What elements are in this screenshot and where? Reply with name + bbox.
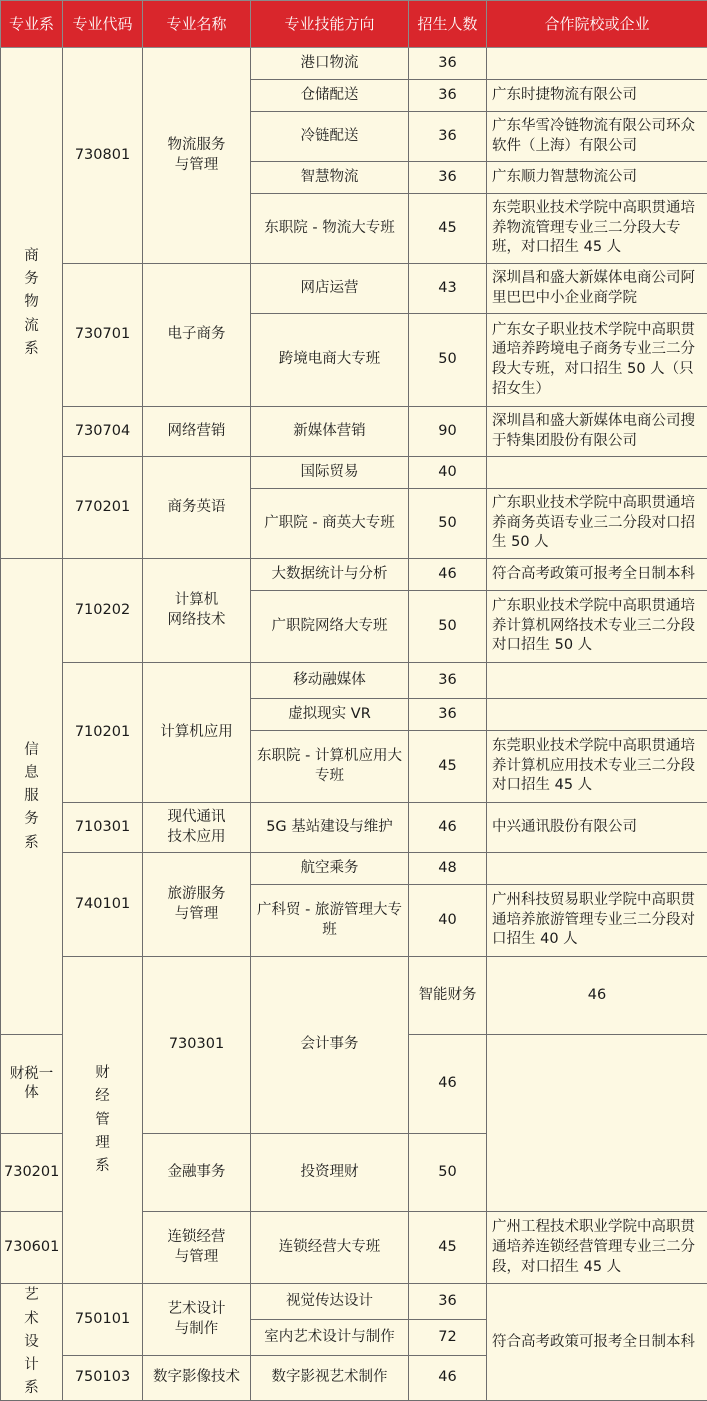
direction-cell: 视觉传达设计 [251,1284,409,1320]
direction-cell: 智慧物流 [251,162,409,194]
table-row [1,663,707,699]
partner-cell: 东莞职业技术学院中高职贯通培养计算机应用技术专业三二分段对口招生 45 人 [487,731,707,803]
partner-cell [487,457,707,489]
major-name-cell: 计算机 网络技术 [143,559,251,663]
count-cell: 36 [409,80,487,112]
major-name-cell: 数字影像技术 [143,1356,251,1401]
table-row [1,559,707,591]
count-cell: 50 [409,489,487,559]
count-cell: 40 [409,457,487,489]
partner-cell [487,663,707,699]
department-cell: 信息服务系 [1,559,63,1035]
count-cell: 50 [409,1133,487,1211]
major-name-cell: 电子商务 [143,264,251,407]
count-cell: 45 [409,194,487,264]
direction-cell: 冷链配送 [251,112,409,162]
major-code-cell: 770201 [63,457,143,559]
partner-cell: 广东职业技术学院中高职贯通培养计算机网络技术专业三二分段对口招生 50 人 [487,591,707,663]
table-row [1,803,707,853]
partner-cell: 广东顺力智慧物流公司 [487,162,707,194]
partner-cell [487,699,707,731]
partner-cell: 广东女子职业技术学院中高职贯通培养跨境电子商务专业三二分段大专班，对口招生 50 人（只招女生） [487,314,707,407]
major-name-cell: 物流服务 与管理 [143,48,251,264]
major-name-cell: 旅游服务 与管理 [143,853,251,957]
header-row [1,1,707,48]
partner-cell: 广州工程技术职业学院中高职贯通培养连锁经营管理专业三二分段，对口招生 45 人 [487,1212,707,1284]
direction-cell: 广职院网络大专班 [251,591,409,663]
direction-cell: 连锁经营大专班 [251,1212,409,1284]
count-cell: 46 [409,559,487,591]
direction-cell: 投资理财 [251,1133,409,1211]
count-cell: 50 [409,314,487,407]
direction-cell: 东职院 - 物流大专班 [251,194,409,264]
direction-cell: 航空乘务 [251,853,409,885]
direction-cell: 大数据统计与分析 [251,559,409,591]
direction-cell: 跨境电商大专班 [251,314,409,407]
table-row [1,48,707,80]
count-cell: 72 [409,1320,487,1356]
partner-cell: 广东时捷物流有限公司 [487,80,707,112]
major-code-cell: 730801 [63,48,143,264]
count-cell: 36 [409,48,487,80]
count-cell: 46 [409,1356,487,1401]
direction-cell: 5G 基站建设与维护 [251,803,409,853]
header-enrollment-count: 招生人数 [409,1,487,48]
department-cell: 艺术设计系 [1,1284,63,1401]
major-name-cell: 计算机应用 [143,663,251,803]
direction-cell: 移动融媒体 [251,663,409,699]
count-cell: 46 [409,803,487,853]
partner-cell: 中兴通讯股份有限公司 [487,803,707,853]
direction-cell: 虚拟现实 VR [251,699,409,731]
count-cell: 46 [409,1035,487,1133]
major-code-cell: 730201 [1,1133,63,1211]
major-name-cell: 现代通讯 技术应用 [143,803,251,853]
table-row [1,264,707,314]
table-row [1,1284,707,1320]
header-skill-direction: 专业技能方向 [251,1,409,48]
direction-cell: 新媒体营销 [251,407,409,457]
major-name-cell: 金融事务 [143,1133,251,1211]
count-cell: 36 [409,162,487,194]
direction-cell: 智能财务 [409,957,487,1035]
count-cell: 45 [409,731,487,803]
partner-cell: 深圳昌和盛大新媒体电商公司搜于特集团股份有限公司 [487,407,707,457]
partner-cell [487,853,707,885]
count-cell: 46 [487,957,707,1035]
count-cell: 48 [409,853,487,885]
partner-cell: 东莞职业技术学院中高职贯通培养物流管理专业三二分段大专班，对口招生 45 人 [487,194,707,264]
partner-cell: 符合高考政策可报考全日制本科 [487,1284,707,1401]
table-body [1,48,707,1401]
count-cell: 50 [409,591,487,663]
partner-cell: 符合高考政策可报考全日制本科 [487,559,707,591]
table-row [1,407,707,457]
major-code-cell: 730704 [63,407,143,457]
count-cell: 43 [409,264,487,314]
count-cell: 45 [409,1212,487,1284]
direction-cell: 数字影视艺术制作 [251,1356,409,1401]
major-code-cell: 710301 [63,803,143,853]
major-code-cell: 730301 [143,957,251,1134]
table-row [1,457,707,489]
major-code-cell: 750103 [63,1356,143,1401]
table-row [1,853,707,885]
major-name-cell: 连锁经营 与管理 [143,1212,251,1284]
major-code-cell: 710202 [63,559,143,663]
major-name-cell: 商务英语 [143,457,251,559]
header-major-code: 专业代码 [63,1,143,48]
direction-cell: 仓储配送 [251,80,409,112]
header-major-name: 专业名称 [143,1,251,48]
partner-cell: 广东华雪冷链物流有限公司环众软件（上海）有限公司 [487,112,707,162]
major-code-cell: 730701 [63,264,143,407]
major-name-cell: 网络营销 [143,407,251,457]
direction-cell: 东职院 - 计算机应用大专班 [251,731,409,803]
partner-cell: 深圳昌和盛大新媒体电商公司阿里巴巴中小企业商学院 [487,264,707,314]
count-cell: 90 [409,407,487,457]
partner-cell [487,48,707,80]
direction-cell: 国际贸易 [251,457,409,489]
direction-cell: 室内艺术设计与制作 [251,1320,409,1356]
header-department: 专业系 [1,1,63,48]
major-code-cell: 710201 [63,663,143,803]
major-name-cell: 会计事务 [251,957,409,1134]
count-cell: 36 [409,699,487,731]
count-cell: 36 [409,663,487,699]
direction-cell: 广职院 - 商英大专班 [251,489,409,559]
major-code-cell: 730601 [1,1212,63,1284]
partner-cell: 广东职业技术学院中高职贯通培养商务英语专业三二分段对口招生 50 人 [487,489,707,559]
direction-cell: 网店运营 [251,264,409,314]
partner-cell: 广州科技贸易职业学院中高职贯通培养旅游管理专业三二分段对口招生 40 人 [487,885,707,957]
direction-cell: 财税一体 [1,1035,63,1133]
count-cell: 40 [409,885,487,957]
department-cell: 商务物流系 [1,48,63,559]
table-row [1,957,707,1035]
direction-cell: 港口物流 [251,48,409,80]
major-name-cell: 艺术设计 与制作 [143,1284,251,1356]
count-cell: 36 [409,1284,487,1320]
direction-cell: 广科贸 - 旅游管理大专班 [251,885,409,957]
count-cell: 36 [409,112,487,162]
major-code-cell: 740101 [63,853,143,957]
header-partner: 合作院校或企业 [487,1,707,48]
major-code-cell: 750101 [63,1284,143,1356]
department-cell: 财经管理系 [63,957,143,1284]
